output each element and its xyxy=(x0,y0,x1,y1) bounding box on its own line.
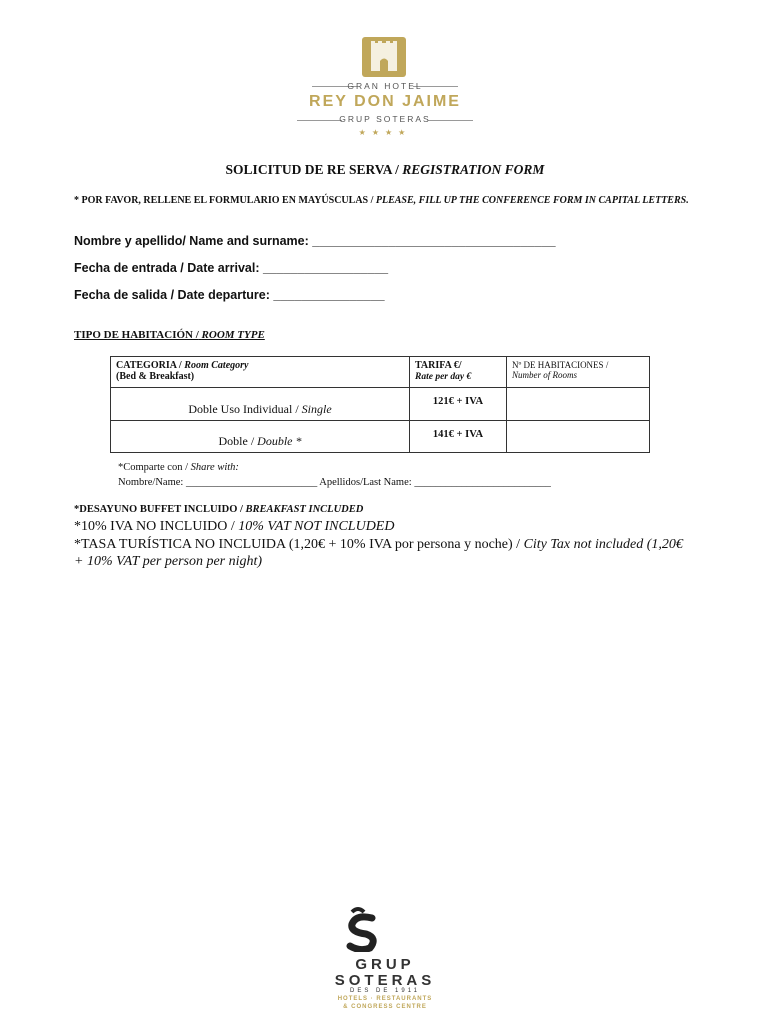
rooms-single-input[interactable] xyxy=(507,388,650,421)
room-name-en: Double * xyxy=(257,434,302,448)
room-name-en: Single xyxy=(301,402,332,416)
table-row xyxy=(111,421,650,453)
vat-en: 10% VAT NOT INCLUDED xyxy=(238,519,395,534)
rate-single: 121€ + IVA xyxy=(410,388,507,421)
breakfast-en: BREAKFAST INCLUDED xyxy=(245,504,364,515)
table-row xyxy=(111,388,650,421)
header-rate xyxy=(410,357,507,388)
brand-name: REY DON JAIME xyxy=(309,93,461,110)
s-monogram-icon xyxy=(338,906,386,952)
footer-since: DES DE 1911 xyxy=(350,988,420,994)
footer-group-line1: GRUP xyxy=(355,956,415,973)
head-rooms-es: Nº DE HABITACIONES / xyxy=(512,360,609,370)
rooms-double-input[interactable] xyxy=(507,421,650,453)
vat-es: *10% IVA NO INCLUIDO / xyxy=(74,519,235,534)
note-es: * POR FAVOR, RELLENE EL FORMULARIO EN MAYÚSCULAS / xyxy=(74,195,374,206)
head-cat-en: Room Category xyxy=(184,360,249,371)
header-rooms xyxy=(507,357,650,388)
arrival-blank[interactable]: __________________ xyxy=(262,261,389,275)
footer-group-line2: SOTERAS xyxy=(334,972,436,989)
vat-note xyxy=(74,518,694,535)
room-name-es: Doble / xyxy=(218,434,255,448)
share-name-fields[interactable] xyxy=(118,477,551,488)
section-es: TIPO DE HABITACIÓN / xyxy=(74,329,199,341)
form-title-en: REGISTRATION FORM xyxy=(402,162,545,177)
breakfast-es: *DESAYUNO BUFFET INCLUIDO / xyxy=(74,504,243,515)
head-rooms-en: Number of Rooms xyxy=(512,370,577,380)
head-rate-en: Rate per day € xyxy=(415,372,472,382)
share-name-label: Nombre/Name: xyxy=(118,477,184,488)
brand-group: GRUP SOTERAS xyxy=(339,114,431,124)
room-name-double xyxy=(111,421,410,453)
note-en: PLEASE, FILL UP THE CONFERENCE FORM IN CAPITAL LETTERS. xyxy=(375,195,689,206)
header-category xyxy=(111,357,410,388)
room-type-heading xyxy=(74,329,265,341)
rate-double: 141€ + IVA xyxy=(410,421,507,453)
breakfast-note xyxy=(74,504,363,515)
share-last-label: Apellidos/Last Name: xyxy=(319,477,412,488)
name-field[interactable] xyxy=(74,234,556,248)
share-name-blank[interactable]: _________________________ xyxy=(185,477,318,488)
room-table xyxy=(110,356,650,453)
head-cat-sub: (Bed & Breakfast) xyxy=(116,371,195,382)
form-title xyxy=(0,162,770,178)
grup-soteras-logo xyxy=(0,900,770,1024)
tower-icon xyxy=(362,37,406,77)
tax-en: City Tax not included (1,20€ + 10% VAT per person per night) xyxy=(74,537,683,569)
city-tax-note xyxy=(74,536,694,570)
head-rate-es: TARIFA €/ xyxy=(415,360,462,371)
brand-top: GRAN HOTEL xyxy=(347,81,423,91)
name-label: Nombre y apellido/ Name and surname: xyxy=(74,234,309,248)
table-header-row xyxy=(111,357,650,388)
arrival-field[interactable] xyxy=(74,261,388,275)
hotel-logo xyxy=(0,0,770,140)
star-rating-icon: ★★★★ xyxy=(358,128,412,137)
name-blank[interactable]: ___________________________________ xyxy=(312,234,556,248)
footer-tagline2: & CONGRESS CENTRE xyxy=(343,1004,427,1010)
departure-blank[interactable]: ________________ xyxy=(273,288,385,302)
share-es: *Comparte con / xyxy=(118,462,188,473)
room-name-single xyxy=(111,388,410,421)
form-title-es: SOLICITUD DE RE SERVA / xyxy=(225,162,399,177)
room-name-es: Doble Uso Individual / xyxy=(188,402,299,416)
share-with-label xyxy=(118,462,239,473)
tax-es: *TASA TURÍSTICA NO INCLUIDA (1,20€ + 10% IVA por persona y noche) / xyxy=(74,537,521,552)
share-last-blank[interactable]: __________________________ xyxy=(414,477,551,488)
arrival-label: Fecha de entrada / Date arrival: xyxy=(74,261,260,275)
footer-tagline1: HOTELS · RESTAURANTS xyxy=(337,996,433,1002)
share-en: Share with: xyxy=(190,462,239,473)
departure-field[interactable] xyxy=(74,288,385,302)
head-cat-es: CATEGORIA / xyxy=(116,360,182,371)
departure-label: Fecha de salida / Date departure: xyxy=(74,288,270,302)
section-en: ROOM TYPE xyxy=(201,329,265,341)
capital-letters-note xyxy=(74,194,694,207)
